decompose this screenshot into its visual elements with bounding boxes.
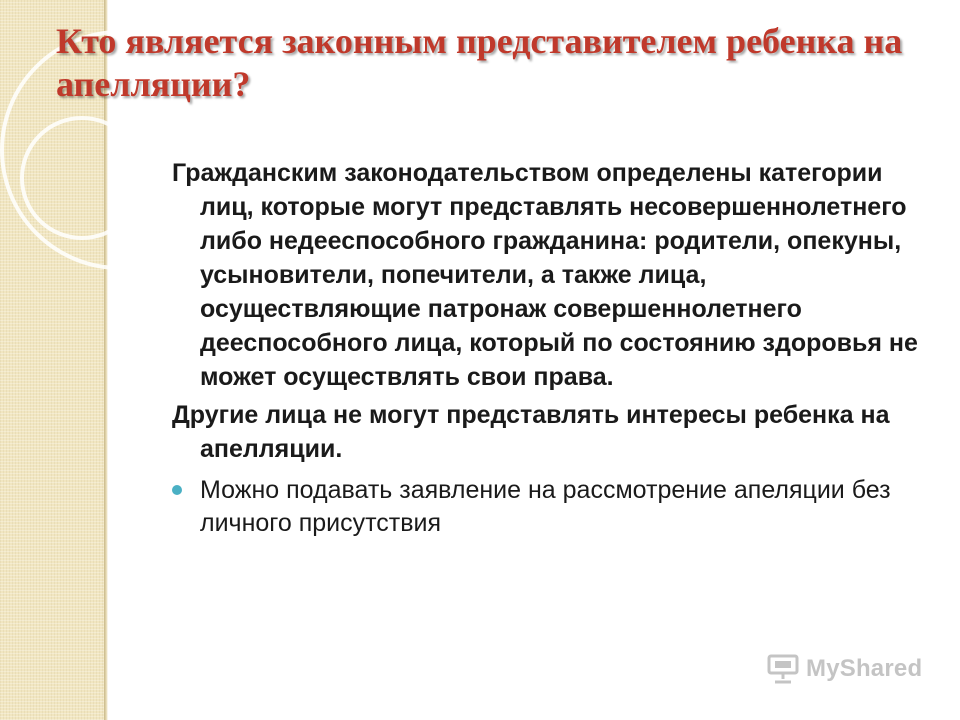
watermark-text: MyShared bbox=[806, 655, 923, 682]
slide-body bbox=[172, 156, 932, 540]
bullet-dot-icon bbox=[172, 485, 182, 495]
slide-title: Кто является законным представителем ребенка на апелляции? bbox=[56, 21, 903, 105]
paragraph-other-persons: Другие лица не могут представлять интересы ребенка на апелляции. bbox=[172, 401, 890, 463]
bullet-text: Можно подавать заявление на рассмотрение апеляции без личного присутствия bbox=[200, 476, 891, 537]
paragraph-legal-categories: Гражданским законодательством определены категории лиц, которые могут представлять несовершеннолетнего либо недееспособного гражданина: родители, опекуны, усыновители, попечители, а также лица, осуществляющие патронаж совершеннолетнего дееспособного лица, который по состоянию здоровья не может осуществлять свои права. bbox=[172, 159, 918, 391]
projector-icon bbox=[766, 654, 800, 684]
decorative-ring-inner bbox=[22, 118, 142, 238]
watermark bbox=[766, 654, 922, 684]
bullet-item bbox=[172, 474, 932, 540]
